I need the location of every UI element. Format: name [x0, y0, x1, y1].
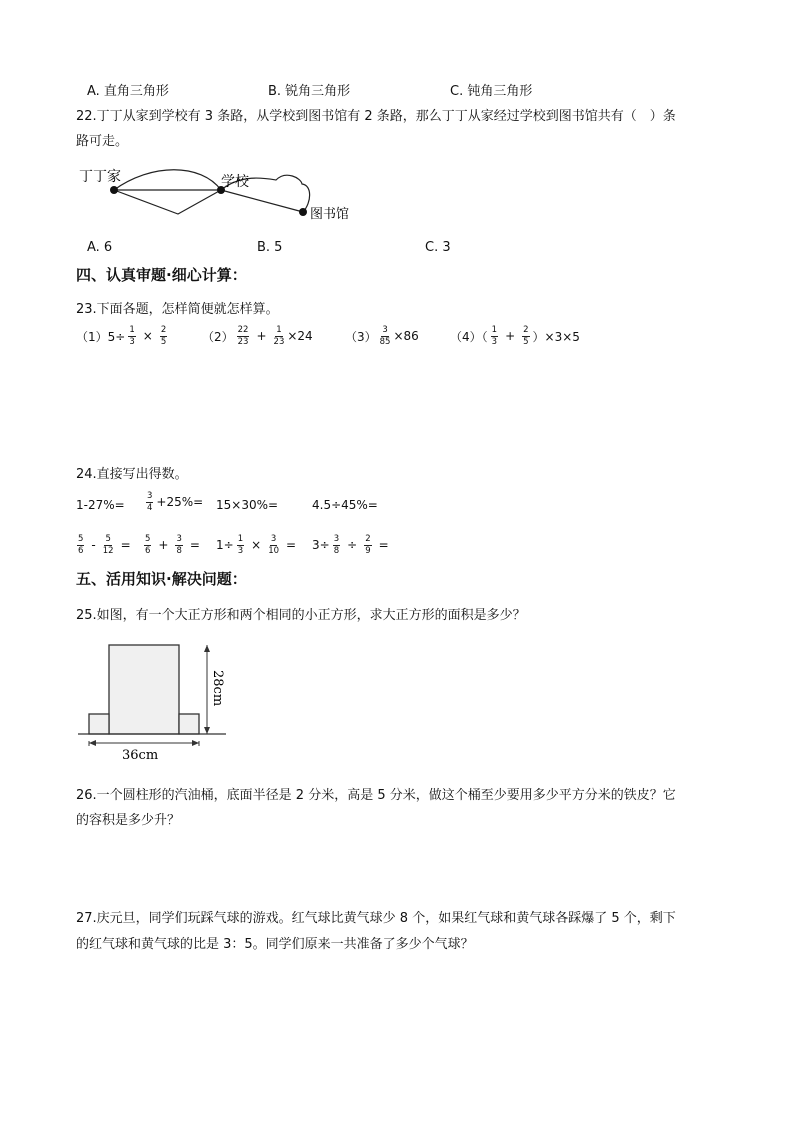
home-dot — [110, 186, 118, 194]
q21-option-c: C. 钝角三角形 — [450, 84, 533, 99]
q24-r1-c1: 1-27%= — [76, 498, 125, 512]
q24-r2-c2: $\frac{5}{6}$ + $\frac{3}{8}$ = — [145, 534, 200, 556]
q25-squares-figure — [76, 638, 236, 763]
q24-prompt: 24.直接写出得数。 — [76, 467, 188, 482]
home-label: 丁丁家 — [79, 169, 121, 185]
q24-r2-c4: 3÷ $\frac{3}{8}$ ÷ $\frac{2}{9}$ = — [312, 534, 389, 556]
q22-text-line1: 22.丁丁从家到学校有 3 条路，从学校到图书馆有 2 条路，那么丁丁从家经过学校到图书馆共有（ ）条 — [76, 109, 676, 124]
q25-text: 25.如图，有一个大正方形和两个相同的小正方形，求大正方形的面积是多少？ — [76, 608, 526, 623]
q21-option-b: B. 锐角三角形 — [268, 84, 351, 99]
section4-title: 四、认真审题·细心计算： — [76, 266, 247, 284]
small-square-left — [89, 714, 109, 734]
q24-r1-c3: 15×30%= — [216, 498, 279, 512]
home-school-path-3 — [114, 190, 221, 214]
q22-text-line2: 路可走。 — [76, 134, 129, 149]
q23-problem-1: （1）5÷ $\frac{1}{3}$ × $\frac{2}{5}$ — [76, 325, 167, 347]
q24-r1-c2: $\frac{3}{4}$ +25%= — [147, 491, 204, 513]
q21-option-a: A. 直角三角形 — [87, 84, 169, 99]
q22-option-a: A. 6 — [87, 240, 113, 255]
q22-option-b: B. 5 — [257, 240, 283, 255]
width-label: 36cm — [122, 748, 159, 763]
q27-text-line2: 的红气球和黄气球的比是 3：5。同学们原来一共准备了多少个气球？ — [76, 937, 474, 952]
school-label: 学校 — [221, 174, 249, 190]
library-label: 图书馆 — [310, 207, 350, 222]
small-square-right — [179, 714, 199, 734]
q22-route-figure — [76, 160, 376, 225]
height-label: 28cm — [210, 670, 225, 707]
q24-r2-c3: 1÷ $\frac{1}{3}$ × $\frac{3}{10}$ = — [216, 534, 297, 556]
q23-problem-4: （4）（ $\frac{1}{3}$ + $\frac{2}{5}$ ）×3×5 — [450, 325, 580, 347]
home-school-path-1 — [114, 170, 221, 190]
q26-text-line1: 26.一个圆柱形的汽油桶，底面半径是 2 分米，高是 5 分米，做这个桶至少要用多少平方分米的铁皮？它 — [76, 788, 676, 803]
q26-text-line2: 的容积是多少升？ — [76, 813, 181, 828]
q22-option-c: C. 3 — [425, 240, 451, 255]
library-dot — [299, 208, 307, 216]
q27-text-line1: 27.庆元旦，同学们玩踩气球的游戏。红气球比黄气球少 8 个，如果红气球和黄气球各踩爆了 5 个，剩下 — [76, 911, 676, 926]
section5-title: 五、活用知识·解决问题： — [76, 570, 247, 588]
large-square — [109, 645, 179, 734]
q23-problem-2: （2） $\frac{22}{23}$ + $\frac{1}{23}$ ×24 — [202, 325, 313, 347]
school-library-path-1 — [221, 190, 303, 212]
q23-prompt: 23.下面各题，怎样简便就怎样算。 — [76, 302, 279, 317]
q24-r1-c4: 4.5÷45%= — [312, 498, 378, 512]
q23-problem-3: （3） $\frac{3}{85}$ ×86 — [345, 325, 419, 347]
q24-r2-c1: $\frac{5}{6}$ - $\frac{5}{12}$ = — [78, 534, 131, 556]
